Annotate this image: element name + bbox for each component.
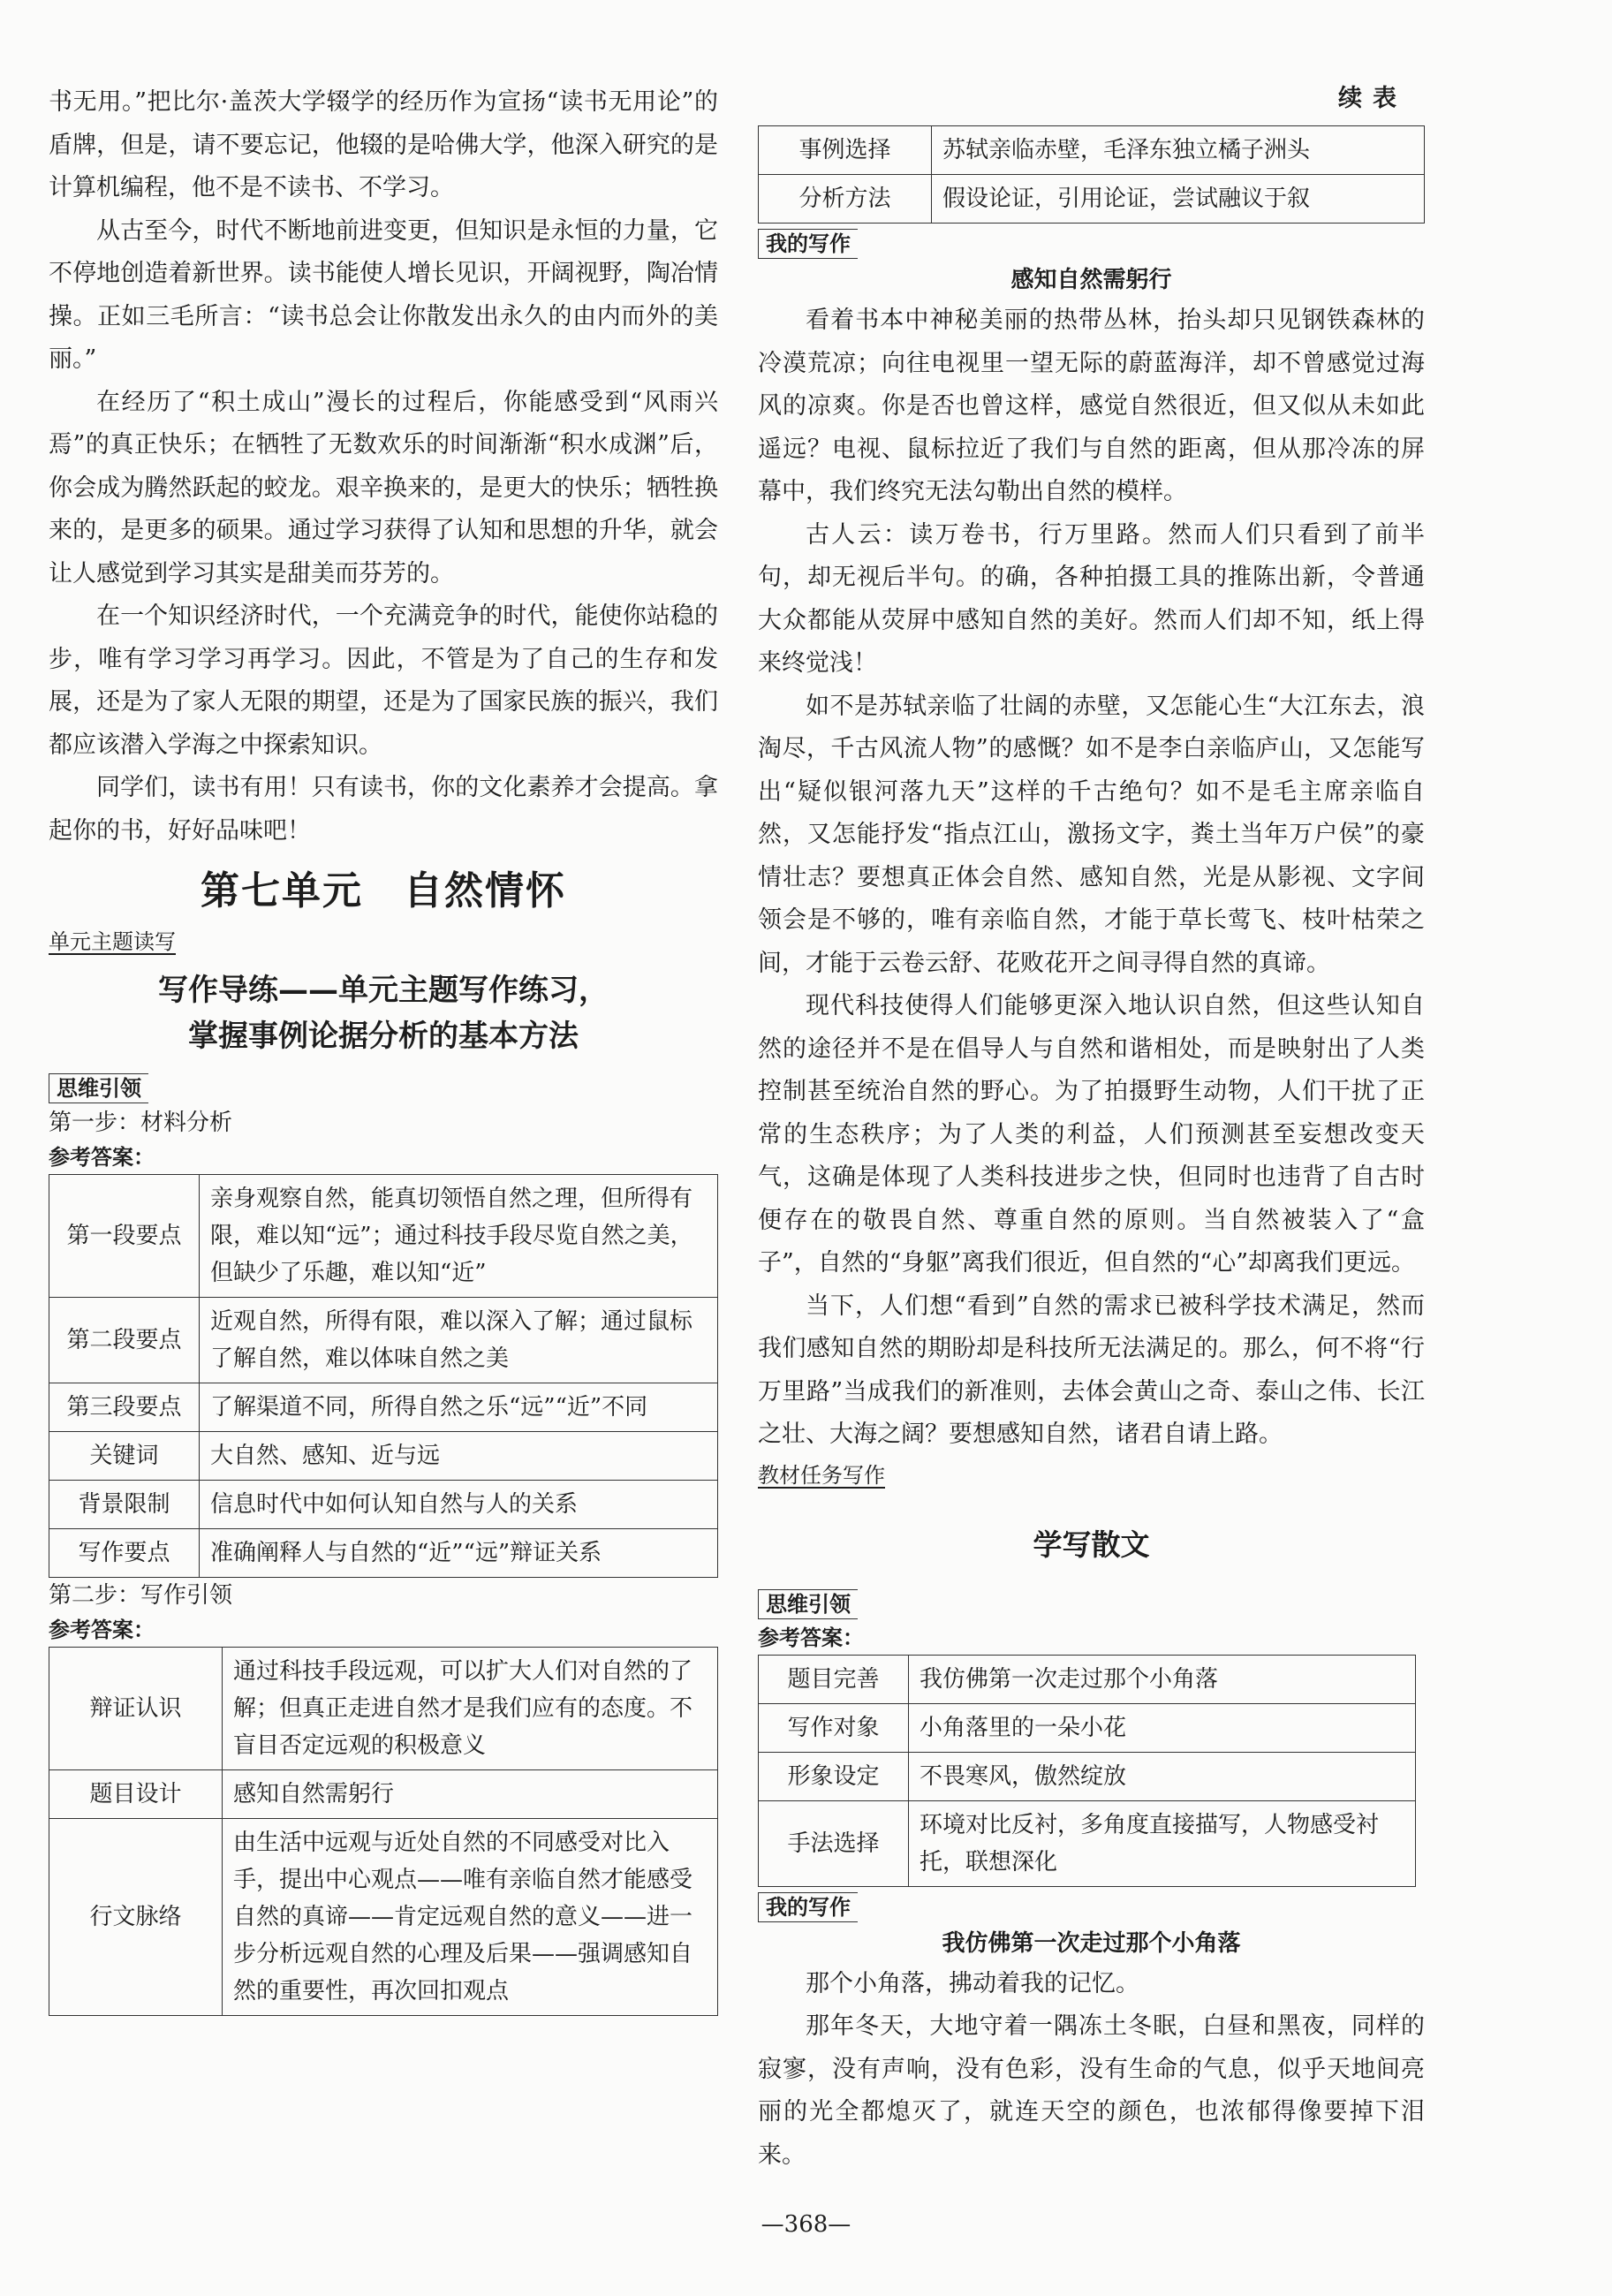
table-row	[759, 126, 1425, 175]
thinking-label: 思维引领	[758, 1589, 858, 1619]
prose-table	[758, 1655, 1416, 1887]
table-row	[759, 1752, 1416, 1800]
page-number: —368—	[761, 2211, 851, 2238]
table-row	[49, 1770, 718, 1819]
continued-label: 续表	[1338, 85, 1407, 112]
table-value: 大自然、感知、近与远	[200, 1432, 718, 1481]
table-value: 亲身观察自然，能真切领悟自然之理，但所得有限，难以知“远”；通过科技手段尽览自然之美，但缺少了乐趣，难以知“近”	[200, 1175, 718, 1298]
table-row	[49, 1432, 718, 1481]
table-value: 准确阐释人与自然的“近”“远”辩证关系	[200, 1529, 718, 1578]
paragraph: 当下，人们想“看到”自然的需求已被科学技术满足，然而我们感知自然的期盼却是科技所无法满足的。那么，何不将“行万里路”当成我们的新准则，去体会黄山之奇、泰山之伟、长江之壮、大海之阔？要想感知自然，诸君自请上路。	[758, 1292, 1425, 1448]
table-value: 小角落里的一朵小花	[909, 1703, 1416, 1752]
intro-text	[49, 81, 718, 852]
table-value: 感知自然需躬行	[223, 1770, 718, 1819]
my-writing-label: 我的写作	[758, 1892, 858, 1922]
table-row	[49, 1298, 718, 1383]
paragraph: 在经历了“积土成山”漫长的过程后，你能感受到“风雨兴焉”的真正快乐；在牺牲了无数欢乐的时间渐渐“积水成渊”后，你会成为腾然跃起的蛟龙。艰辛换来的，是更大的快乐；牺牲换来的，是更多的硕果。通过学习获得了认知和思想的升华，就会让人感觉到学习其实是甜美而芬芳的。	[49, 388, 718, 587]
section-label: 教材任务写作	[758, 1462, 885, 1488]
answer-label: 参考答案：	[758, 1625, 864, 1650]
table-value: 不畏寒风，傲然绽放	[909, 1752, 1416, 1800]
paragraph: 从古至今，时代不断地前进变更，但知识是永恒的力量，它不停地创造着新世界。读书能使人增长见识，开阔视野，陶冶情操。正如三毛所言：“读书总会让你散发出永久的由内而外的美丽。”	[49, 216, 718, 373]
thinking-label: 思维引领	[49, 1073, 148, 1103]
table-key: 第一段要点	[49, 1175, 200, 1298]
table-key: 写作要点	[49, 1529, 200, 1578]
table-key: 关键词	[49, 1432, 200, 1481]
table-row	[49, 1648, 718, 1770]
lesson-title: 学写散文	[1033, 1527, 1150, 1562]
table-value: 了解渠道不同，所得自然之乐“远”“近”不同	[200, 1383, 718, 1432]
paragraph: 现代科技使得人们能够更深入地认识自然，但这些认知自然的途径并不是在倡导人与自然和谐相处，而是映射出了人类控制甚至统治自然的野心。为了拍摄野生动物，人们干扰了正常的生态秩序；为了人类的利益，人们预测甚至妄想改变天气，这确是体现了人类科技进步之快，但同时也违背了自古时便存在的敬畏自然、尊重自然的原则。当自然被装入了“盒子”，自然的“身躯”离我们很近，但自然的“心”却离我们更远。	[758, 992, 1425, 1277]
table-value: 通过科技手段远观，可以扩大人们对自然的了解；但真正走进自然才是我们应有的态度。不盲目否定远观的积极意义	[223, 1648, 718, 1770]
essay-body	[758, 299, 1425, 1457]
continued-table	[758, 125, 1425, 224]
table-value: 假设论证，引用论证，尝试融议于叙	[932, 175, 1425, 224]
table-key: 题目设计	[49, 1770, 223, 1819]
table-value: 近观自然，所得有限，难以深入了解；通过鼠标了解自然，难以体味自然之美	[200, 1298, 718, 1383]
table-key: 背景限制	[49, 1481, 200, 1529]
step-heading: 第一步：材料分析	[49, 1110, 233, 1136]
paragraph: 如不是苏轼亲临了壮阔的赤壁，又怎能心生“大江东去，浪淘尽，千古风流人物”的感慨？如不是李白亲临庐山，又怎能写出“疑似银河落九天”这样的千古绝句？如不是毛主席亲临自然，又怎能抒发“指点江山，激扬文字，粪土当年万户侯”的豪情壮志？要想真正体会自然、感知自然，光是从影视、文字间领会是不够的，唯有亲临自然，才能于草长莺飞、枝叶枯荣之间，才能于云卷云舒、花败花开之间寻得自然的真谛。	[758, 692, 1425, 977]
table-value: 由生活中远观与近处自然的不同感受对比入手，提出中心观点——唯有亲临自然才能感受自然的真谛——肯定远观自然的意义——进一步分析远观自然的心理及后果——强调感知自然的重要性，再次回扣观点	[223, 1819, 718, 2016]
step-heading: 第二步：写作引领	[49, 1582, 233, 1609]
table-value: 环境对比反衬，多角度直接描写，人物感受衬托，联想深化	[909, 1800, 1416, 1886]
analysis-table	[49, 1174, 718, 1578]
table-value: 苏轼亲临赤壁，毛泽东独立橘子洲头	[932, 126, 1425, 175]
table-key: 事例选择	[759, 126, 932, 175]
paragraph: 那年冬天，大地守着一隅冻土冬眠，白昼和黑夜，同样的寂寥，没有声响，没有色彩，没有生命的气息，似乎天地间亮丽的光全都熄灭了，就连天空的颜色，也浓郁得像要掉下泪来。	[758, 2012, 1425, 2169]
table-row	[759, 1703, 1416, 1752]
paragraph: 看着书本中神秘美丽的热带丛林，抬头却只见钢铁森林的冷漠荒凉；向往电视里一望无际的蔚蓝海洋，却不曾感觉过海风的凉爽。你是否也曾这样，感觉自然很近，但又似从未如此遥远？电视、鼠标拉近了我们与自然的距离，但从那冷冻的屏幕中，我们终究无法勾勒出自然的模样。	[758, 307, 1425, 505]
essay-title: 感知自然需躬行	[1010, 267, 1172, 293]
guide-title-line: 写作导练——单元主题写作练习，	[158, 973, 609, 1008]
section-label: 单元主题读写	[49, 929, 176, 954]
table-key: 第三段要点	[49, 1383, 200, 1432]
table-key: 形象设定	[759, 1752, 909, 1800]
my-writing-label: 我的写作	[758, 229, 858, 259]
paragraph: 古人云：读万卷书，行万里路。然而人们只看到了前半句，却无视后半句。的确，各种拍摄工具的推陈出新，令普通大众都能从荧屏中感知自然的美好。然而人们却不知，纸上得来终觉浅！	[758, 520, 1425, 677]
paragraph: 同学们，读书有用！只有读书，你的文化素养才会提高。拿起你的书，好好品味吧！	[49, 774, 718, 845]
table-row	[49, 1529, 718, 1578]
table-value: 我仿佛第一次走过那个小角落	[909, 1655, 1416, 1703]
table-key: 行文脉络	[49, 1819, 223, 2016]
table-key: 分析方法	[759, 175, 932, 224]
table-row	[759, 1655, 1416, 1703]
guide-title-line: 掌握事例论据分析的基本方法	[188, 1019, 579, 1054]
guide-table	[49, 1647, 718, 2016]
table-key: 手法选择	[759, 1800, 909, 1886]
table-row	[49, 1175, 718, 1298]
paragraph: 书无用。”把比尔·盖茨大学辍学的经历作为宣扬“读书无用论”的盾牌，但是，请不要忘记，他辍的是哈佛大学，他深入研究的是计算机编程，他不是不读书、不学习。	[49, 88, 718, 201]
right-column	[758, 81, 1425, 2177]
guide-title	[49, 967, 718, 1059]
table-key: 辩证认识	[49, 1648, 223, 1770]
essay-title: 我仿佛第一次走过那个小角落	[942, 1929, 1241, 1957]
table-key: 写作对象	[759, 1703, 909, 1752]
answer-label: 参考答案：	[49, 1145, 155, 1170]
unit-title: 第七单元 自然情怀	[201, 868, 566, 913]
table-key: 题目完善	[759, 1655, 909, 1703]
paragraph: 在一个知识经济时代，一个充满竞争的时代，能使你站稳的步，唯有学习学习再学习。因此，不管是为了自己的生存和发展，还是为了家人无限的期望，还是为了国家民族的振兴，我们都应该潜入学海之中探索知识。	[49, 602, 718, 759]
table-row	[49, 1819, 718, 2016]
table-row	[49, 1383, 718, 1432]
table-key: 第二段要点	[49, 1298, 200, 1383]
essay-body	[758, 1963, 1425, 2178]
table-value: 信息时代中如何认知自然与人的关系	[200, 1481, 718, 1529]
table-row	[759, 1800, 1416, 1886]
table-row	[759, 175, 1425, 224]
left-column	[49, 81, 718, 2016]
table-row	[49, 1481, 718, 1529]
paragraph: 那个小角落，拂动着我的记忆。	[806, 1969, 1139, 1997]
answer-label: 参考答案：	[49, 1618, 155, 1642]
